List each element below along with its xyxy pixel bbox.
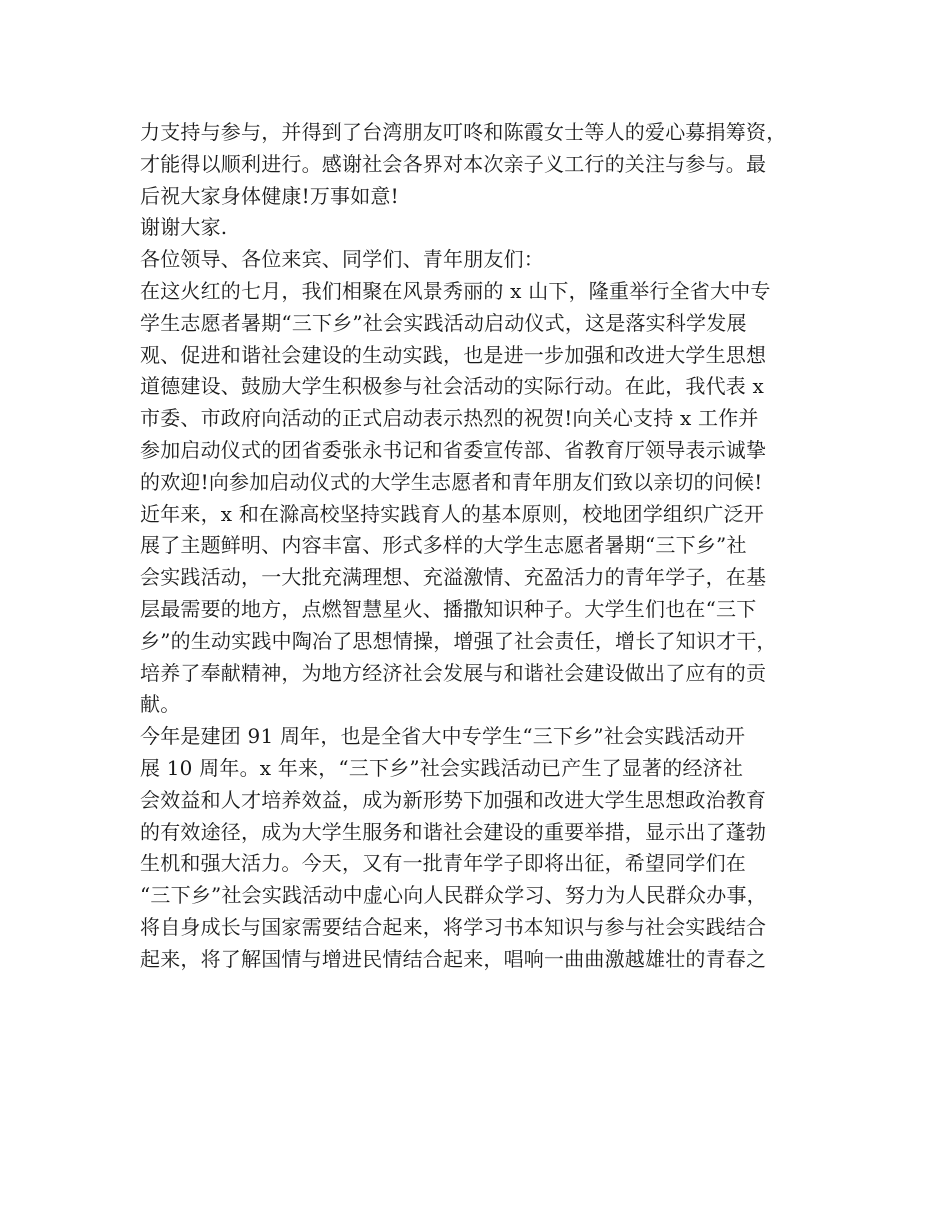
text-line: 谢谢大家. — [140, 215, 228, 240]
text-line: 的欢迎!向参加启动仪式的大学生志愿者和青年朋友们致以亲切的问候! — [140, 469, 763, 494]
body-text — [140, 117, 830, 976]
text-line: 在这火红的七月，我们相聚在风景秀丽的 x 山下，隆重举行全省大中专 — [140, 278, 771, 303]
text-line: 的有效途径，成为大学生服务和谐社会建设的重要举措，显示出了蓬勃 — [140, 819, 767, 844]
text-line: 展了主题鲜明、内容丰富、形式多样的大学生志愿者暑期“三下乡”社 — [140, 533, 747, 558]
text-line: 层最需要的地方，点燃智慧星火、播撒知识种子。大学生们也在“三下 — [140, 596, 757, 621]
text-line: 乡”的生动实践中陶冶了思想情操，增强了社会责任，增长了知识才干， — [140, 628, 777, 653]
text-line: 今年是建团 91 周年，也是全省大中专学生“三下乡”社会实践活动开 — [140, 724, 746, 749]
text-line: 各位领导、各位来宾、同学们、青年朋友们： — [140, 247, 544, 272]
text-line: 力支持与参与，并得到了台湾朋友叮咚和陈霞女士等人的爱心募捐筹资， — [140, 120, 787, 144]
text-line: 会效益和人才培养效益，成为新形势下加强和改进大学生思想政治教育 — [140, 787, 767, 812]
text-line: 起来，将了解国情与增进民情结合起来，唱响一曲曲激越雄壮的青春之 — [140, 946, 767, 971]
text-line: 将自身成长与国家需要结合起来，将学习书本知识与参与社会实践结合 — [140, 914, 767, 939]
text-line: 会实践活动，一大批充满理想、充溢激情、充盈活力的青年学子，在基 — [140, 565, 767, 590]
text-line: 道德建设、鼓励大学生积极参与社会活动的实际行动。在此，我代表 x — [140, 374, 765, 399]
text-line: 学生志愿者暑期“三下乡”社会实践活动启动仪式，这是落实科学发展 — [140, 310, 747, 335]
text-line: 参加启动仪式的团省委张永书记和省委宣传部、省教育厅领导表示诚挚 — [140, 437, 767, 462]
text-line: 展 10 周年。x 年来，“三下乡”社会实践活动已产生了显著的经济社 — [140, 755, 744, 780]
text-line: 献。 — [140, 692, 181, 717]
text-line: 后祝大家身体健康!万事如意! — [140, 183, 399, 208]
text-line: 近年来，x 和在滁高校坚持实践育人的基本原则，校地团学组织广泛开 — [140, 501, 765, 526]
text-line: 培养了奉献精神，为地方经济社会发展与和谐社会建设做出了应有的贡 — [140, 660, 767, 685]
text-line: 市委、市政府向活动的正式启动表示热烈的祝贺!向关心支持 x 工作并 — [140, 406, 759, 431]
text-line: “三下乡”社会实践活动中虚心向人民群众学习、努力为人民群众办事， — [140, 883, 767, 908]
text-line: 生机和强大活力。今天，又有一批青年学子即将出征，希望同学们在 — [140, 851, 746, 876]
text-line: 观、促进和谐社会建设的生动实践，也是进一步加强和改进大学生思想 — [140, 342, 767, 367]
text-line: 才能得以顺利进行。感谢社会各界对本次亲子义工行的关注与参与。最 — [140, 151, 767, 176]
